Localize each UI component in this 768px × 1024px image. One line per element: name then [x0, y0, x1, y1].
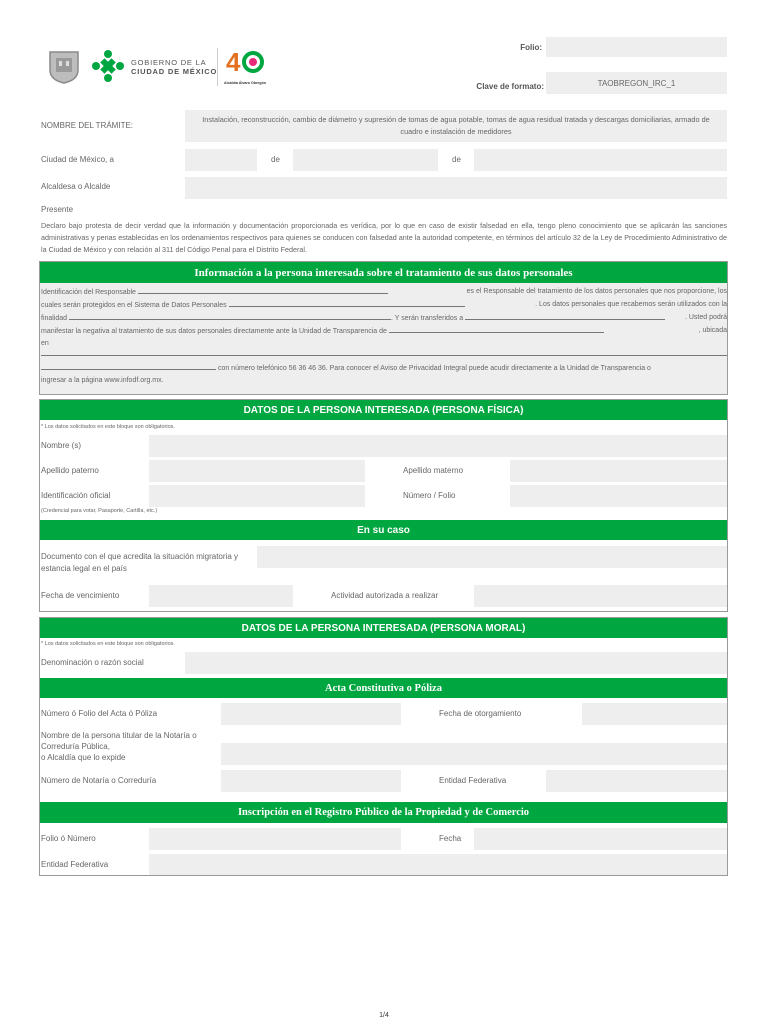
- tramite-label: NOMBRE DEL TRÁMITE:: [41, 121, 134, 130]
- numero-folio-field[interactable]: [510, 485, 727, 507]
- moral-note: * Los datos solicitados en este bloque son obligatorios.: [41, 641, 175, 647]
- privacy-t5: finalidad: [41, 315, 68, 322]
- documento-line-1: Documento con el que acredita la situación migratoria y: [41, 552, 238, 561]
- privacy-t9: , ubicada: [698, 327, 727, 334]
- acta-entidad-label: Entidad Federativa: [439, 776, 507, 785]
- privacy-t3: cuales serán protegidos en el Sistema de Datos Personales: [41, 302, 227, 309]
- folio-label: Folio:: [520, 43, 542, 52]
- tramite-field[interactable]: [185, 110, 727, 142]
- privacy-t11: con número telefónico 56 36 46 36. Para conocer el Aviso de Privacidad Integral puede acudir directamente a la Unidad de Transparencia o: [217, 365, 651, 372]
- privacy-title: Información a la persona interesada sobre el tratamiento de sus datos personales: [40, 262, 727, 283]
- apellido-paterno-field[interactable]: [149, 460, 365, 482]
- nombre-label: Nombre (s): [41, 441, 82, 450]
- identificacion-field[interactable]: [149, 485, 365, 507]
- apellido-paterno-label: Apellido paterno: [41, 466, 99, 475]
- clave-field[interactable]: TAOBREGON_IRC_1: [546, 72, 727, 94]
- fisica-note: * Los datos solicitados en este bloque son obligatorios.: [41, 424, 175, 430]
- titular-line-1: Nombre de la persona titular de la Notaría o: [41, 731, 197, 740]
- acta-title: Acta Constitutiva o Póliza: [40, 678, 727, 698]
- month-field[interactable]: [293, 149, 438, 171]
- privacy-t10: en: [41, 340, 49, 347]
- titular-label: [41, 730, 197, 763]
- day-field[interactable]: [185, 149, 257, 171]
- registro-entidad-field[interactable]: [149, 854, 727, 875]
- apellido-materno-label: Apellido materno: [403, 466, 464, 475]
- en-su-caso-title: En su caso: [40, 520, 727, 540]
- notaria-label: Número de Notaría o Correduría: [41, 776, 157, 785]
- vencimiento-label: Fecha de vencimiento: [41, 591, 120, 600]
- documento-field[interactable]: [257, 546, 727, 568]
- registro-title: Inscripción en el Registro Público de la Propiedad y de Comercio: [40, 802, 727, 823]
- svg-text:4: 4: [226, 47, 241, 76]
- cdmx-logo-icon: [90, 48, 126, 84]
- de-label-2: de: [452, 155, 461, 164]
- divider-line: [217, 48, 218, 86]
- documento-label: [41, 551, 238, 575]
- privacy-t4: . Los datos personales que recabemos serán utilizados con la: [535, 301, 727, 308]
- declaracion-text: Declaro bajo protesta de decir verdad que la información y documentación proporcionada es verídica, por lo que en caso de existir falsedad en ella, tengo pleno conocimiento que se aplicarán las sanciones administrativas y penas establecidas en los ordenamientos respectivos para quienes se conducen con falsedad ante la autoridad competente, en términos del artículo 32 de la Ley de Procedimiento Administrativo de la Ciudad de México y con relación al 311 del Código Penal para el Distrito Federal.: [41, 221, 727, 254]
- denominacion-label: Denominación o razón social: [41, 658, 144, 667]
- gov-line-1: GOBIERNO DE LA: [131, 58, 207, 67]
- privacy-t12: ingresar a la página www.infodf.org.mx.: [41, 377, 164, 384]
- titular-line-2: Correduría Pública,: [41, 742, 110, 751]
- identificacion-label: Identificación oficial: [41, 491, 111, 500]
- privacy-t8: manifestar la negativa al tratamiento de sus datos personales directamente ante la Unidad de Transparencia de: [41, 328, 387, 335]
- page-number: 1/4: [379, 1012, 389, 1019]
- actividad-field[interactable]: [474, 585, 727, 607]
- anniversary-caption: Alcaldía Álvaro Obregón: [224, 81, 266, 85]
- de-label-1: de: [271, 155, 280, 164]
- registro-fecha-field[interactable]: [474, 828, 727, 850]
- acta-fecha-field[interactable]: [582, 703, 727, 725]
- credencial-note: (Credencial para votar, Pasaporte, Cartilla, etc.): [41, 508, 158, 514]
- vencimiento-field[interactable]: [149, 585, 293, 607]
- privacy-t1: Identificación del Responsable: [41, 289, 136, 296]
- actividad-label: Actividad autorizada a realizar: [331, 591, 439, 600]
- alcaldesa-label: Alcaldesa o Alcalde: [41, 182, 111, 191]
- cdmx-coat-of-arms-icon: [48, 50, 80, 84]
- acta-numero-label: Número ó Folio del Acta ó Póliza: [41, 709, 158, 718]
- denominacion-field[interactable]: [185, 652, 727, 674]
- acta-numero-field[interactable]: [221, 703, 401, 725]
- notaria-field[interactable]: [221, 770, 401, 792]
- tramite-value: Instalación, reconstrucción, cambio de diámetro y supresión de tomas de agua potable, tomas de agua residual tratada y descargas domiciliarias, armado de cuadro e instalación de medidores: [202, 115, 710, 136]
- registro-fecha-label: Fecha: [439, 834, 462, 843]
- folio-field[interactable]: [546, 37, 727, 57]
- clave-label: Clave de formato:: [476, 82, 544, 91]
- presente-label: Presente: [41, 205, 74, 214]
- acta-fecha-label: Fecha de otorgamiento: [439, 709, 522, 718]
- persona-moral-title: DATOS DE LA PERSONA INTERESADA (PERSONA MORAL): [40, 618, 727, 638]
- acta-entidad-field[interactable]: [546, 770, 727, 792]
- registro-folio-label: Folio ó Número: [41, 834, 96, 843]
- numero-folio-label: Número / Folio: [403, 491, 456, 500]
- nombre-field[interactable]: [149, 435, 727, 457]
- year-field[interactable]: [474, 149, 727, 171]
- privacy-text: [41, 286, 727, 387]
- privacy-t7: . Usted podrá: [684, 314, 727, 321]
- gov-line-2: CIUDAD DE MÉXICO: [131, 67, 218, 76]
- apellido-materno-field[interactable]: [510, 460, 727, 482]
- privacy-t2: es el Responsable del tratamiento de los datos personales que nos proporcione, los: [466, 288, 727, 295]
- titular-line-3: o Alcaldía que lo expide: [41, 753, 126, 762]
- registro-entidad-label: Entidad Federativa: [41, 860, 109, 869]
- government-name: [131, 58, 217, 76]
- ciudad-label: Ciudad de México, a: [41, 155, 114, 164]
- alcaldesa-field[interactable]: [185, 177, 727, 199]
- persona-fisica-title: DATOS DE LA PERSONA INTERESADA (PERSONA FÍSICA): [40, 400, 727, 420]
- alcaldia-anniversary-logo: [222, 46, 268, 86]
- privacy-t6: . Y serán transferidos a: [391, 315, 464, 322]
- titular-field[interactable]: [221, 743, 727, 765]
- registro-folio-field[interactable]: [149, 828, 401, 850]
- documento-line-2: estancia legal en el país: [41, 564, 127, 573]
